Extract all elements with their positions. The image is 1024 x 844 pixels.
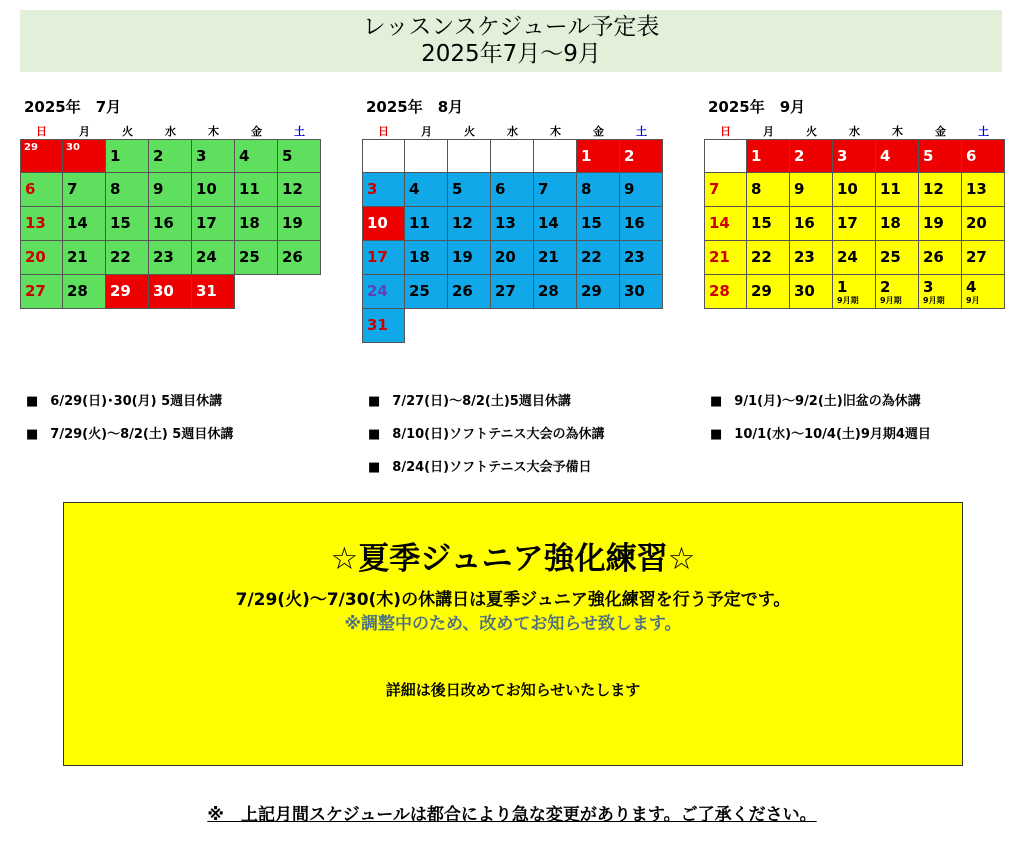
day-cell [149,275,192,309]
summer-training-box [63,502,963,766]
day-number: 8 [751,180,762,198]
day-number: 12 [282,180,303,198]
promo-details-note: 詳細は後日改めてお知らせいたします [385,681,641,699]
day-cell [577,275,620,309]
promo-adjusting-note: ※調整中のため、改めてお知らせ致します。 [344,614,682,634]
day-number: 1 [837,278,848,296]
weekday-label: 木 [208,125,219,138]
square-bullet-icon: ■ [368,394,381,409]
day-cell [20,241,63,275]
day-number: 25 [880,248,901,266]
day-number: 30 [153,282,174,300]
day-number: 17 [196,214,217,232]
weekday-label: 火 [806,125,817,138]
empty-slot [577,309,620,343]
day-number: 3 [837,147,848,165]
day-cell [362,173,405,207]
note-text: 9/1(月)～9/2(土)旧盆の為休講 [734,394,921,409]
day-cell [919,275,962,309]
day-cell [919,173,962,207]
calendar-grid [362,124,663,343]
day-number: 26 [923,248,944,266]
day-number: 29 [24,142,38,153]
day-cell [278,241,321,275]
blank-day-cell [362,139,405,173]
day-cell [63,275,106,309]
day-number: 28 [538,282,559,300]
week-row [362,139,663,173]
calendar-grid [704,124,1005,309]
day-cell [790,173,833,207]
day-cell [962,241,1005,275]
day-cell [534,173,577,207]
day-number: 1 [110,147,121,165]
day-cell [192,275,235,309]
day-cell [962,173,1005,207]
day-cell [833,173,876,207]
weekday-label: 水 [849,125,860,138]
day-number: 29 [751,282,772,300]
day-number: 28 [709,282,730,300]
weekday-label: 土 [978,125,989,138]
day-number: 24 [837,248,858,266]
day-cell [876,241,919,275]
weekday-label: 木 [550,125,561,138]
day-cell [876,139,919,173]
day-cell [405,207,448,241]
day-number: 17 [367,248,388,266]
day-number: 26 [282,248,303,266]
day-number: 2 [794,147,805,165]
weekday-label: 金 [251,125,262,138]
day-number: 21 [67,248,88,266]
schedule-note [368,390,571,409]
day-number: 20 [25,248,46,266]
term-label: 9月 [966,296,980,305]
day-number: 30 [624,282,645,300]
day-cell [106,207,149,241]
day-cell [577,241,620,275]
day-cell [577,207,620,241]
week-row [704,173,1005,207]
day-number: 18 [239,214,260,232]
day-cell [833,275,876,309]
week-row [704,241,1005,275]
day-number: 14 [67,214,88,232]
day-number: 11 [239,180,260,198]
day-number: 12 [452,214,473,232]
day-cell [192,241,235,275]
day-number: 9 [153,180,164,198]
weekday-header [20,124,321,139]
schedule-note [710,390,921,409]
term-label: 9月期 [880,296,902,305]
page-title: レッスンスケジュール予定表 [362,14,660,40]
day-cell [405,173,448,207]
promo-title: ☆夏季ジュニア強化練習☆ [330,541,696,577]
square-bullet-icon: ■ [368,460,381,475]
day-cell [747,139,790,173]
day-number: 13 [966,180,987,198]
square-bullet-icon: ■ [710,427,723,442]
day-number: 10 [196,180,217,198]
day-number: 23 [153,248,174,266]
day-cell [149,207,192,241]
day-cell [20,275,63,309]
day-number: 4 [239,147,250,165]
blank-day-cell [448,139,491,173]
note-text: 6/29(日)･30(月) 5週目休講 [50,394,223,409]
weekday-label: 金 [935,125,946,138]
weekday-label: 金 [593,125,604,138]
day-number: 21 [709,248,730,266]
day-number: 14 [538,214,559,232]
day-cell [704,241,747,275]
note-text: 8/10(日)ソフトテニス大会の為休講 [392,427,605,442]
day-cell [405,241,448,275]
day-cell [491,275,534,309]
weekday-label: 日 [36,125,47,138]
day-cell [106,139,149,173]
day-number: 7 [538,180,549,198]
week-row [704,275,1005,309]
schedule-note [26,390,222,409]
day-cell [704,173,747,207]
note-text: 10/1(水)～10/4(土)9月期4週目 [734,427,931,442]
day-number: 19 [923,214,944,232]
footer-disclaimer [0,800,1024,825]
day-cell [106,241,149,275]
day-cell [405,275,448,309]
day-number: 2 [624,147,635,165]
weekday-header [362,124,663,139]
empty-slot [448,309,491,343]
day-cell [20,139,63,173]
weekday-label: 火 [122,125,133,138]
term-label: 9月期 [837,296,859,305]
day-cell [620,139,663,173]
day-number: 30 [66,142,80,153]
day-cell [106,173,149,207]
day-cell [876,275,919,309]
day-cell [63,139,106,173]
day-number: 4 [409,180,420,198]
day-number: 15 [110,214,131,232]
schedule-note [26,423,233,442]
day-cell [149,173,192,207]
day-number: 3 [196,147,207,165]
day-number: 12 [923,180,944,198]
square-bullet-icon: ■ [710,394,723,409]
day-cell [63,207,106,241]
day-cell [149,241,192,275]
weekday-label: 土 [294,125,305,138]
day-cell [20,207,63,241]
weekday-label: 水 [165,125,176,138]
week-row [362,207,663,241]
schedule-note [710,423,931,442]
weekday-label: 日 [720,125,731,138]
day-number: 7 [709,180,720,198]
day-cell [448,275,491,309]
footer-text [207,805,816,825]
day-cell [620,173,663,207]
day-number: 4 [966,278,977,296]
day-number: 15 [751,214,772,232]
day-number: 27 [966,248,987,266]
day-number: 28 [67,282,88,300]
footer-message: 上記月間スケジュールは都合により急な変更があります。ご了承ください。 [240,805,817,825]
empty-slot [235,275,278,309]
note-text: 8/24(日)ソフトテニス大会予備日 [392,460,592,475]
day-number: 22 [110,248,131,266]
week-row [20,139,321,173]
weekday-label: 木 [892,125,903,138]
day-cell [833,139,876,173]
day-number: 31 [196,282,217,300]
day-number: 27 [25,282,46,300]
day-number: 18 [880,214,901,232]
empty-slot [278,275,321,309]
schedule-note [368,423,605,442]
day-number: 16 [624,214,645,232]
term-label: 9月期 [923,296,945,305]
week-row [704,207,1005,241]
week-row [362,309,663,343]
day-cell [833,207,876,241]
day-number: 1 [581,147,592,165]
day-number: 29 [581,282,602,300]
day-cell [704,207,747,241]
empty-slot [491,309,534,343]
week-row [704,139,1005,173]
day-number: 23 [794,248,815,266]
day-number: 5 [923,147,934,165]
day-cell [106,275,149,309]
blank-day-cell [534,139,577,173]
month-title: 2025年 9月 [708,98,806,116]
day-cell [63,241,106,275]
day-cell [491,207,534,241]
day-cell [534,275,577,309]
day-number: 3 [923,278,934,296]
day-number: 20 [495,248,516,266]
day-cell [362,309,405,343]
empty-slot [620,309,663,343]
day-cell [919,139,962,173]
blank-day-cell [405,139,448,173]
day-number: 20 [966,214,987,232]
month-title: 2025年 7月 [24,98,122,116]
day-cell [577,173,620,207]
day-number: 25 [239,248,260,266]
day-number: 5 [452,180,463,198]
day-cell [448,173,491,207]
weekday-label: 月 [421,125,432,138]
day-number: 8 [581,180,592,198]
day-cell [790,275,833,309]
day-number: 27 [495,282,516,300]
day-cell [620,241,663,275]
day-cell [63,173,106,207]
day-cell [362,241,405,275]
day-cell [790,241,833,275]
day-cell [235,207,278,241]
day-cell [278,173,321,207]
square-bullet-icon: ■ [368,427,381,442]
day-cell [620,207,663,241]
weekday-label: 水 [507,125,518,138]
day-number: 3 [367,180,378,198]
day-cell [362,207,405,241]
day-cell [534,207,577,241]
day-cell [491,173,534,207]
week-row [362,275,663,309]
day-number: 23 [624,248,645,266]
day-number: 6 [495,180,506,198]
day-number: 13 [25,214,46,232]
day-cell [790,139,833,173]
day-number: 31 [367,316,388,334]
day-number: 10 [837,180,858,198]
note-text: 7/27(日)～8/2(土)5週目休講 [392,394,571,409]
day-cell [962,139,1005,173]
day-cell [747,173,790,207]
day-number: 7 [67,180,78,198]
week-row [20,207,321,241]
day-number: 9 [794,180,805,198]
day-cell [876,173,919,207]
day-cell [962,275,1005,309]
day-cell [919,241,962,275]
day-number: 11 [880,180,901,198]
day-number: 30 [794,282,815,300]
day-cell [919,207,962,241]
day-cell [704,275,747,309]
empty-slot [405,309,448,343]
day-number: 5 [282,147,293,165]
day-cell [747,275,790,309]
day-number: 19 [452,248,473,266]
week-row [362,241,663,275]
day-cell [20,173,63,207]
day-number: 18 [409,248,430,266]
month-title: 2025年 8月 [366,98,464,116]
day-cell [620,275,663,309]
blank-day-cell [491,139,534,173]
square-bullet-icon: ■ [26,394,39,409]
square-bullet-icon: ■ [26,427,39,442]
day-cell [448,241,491,275]
weekday-header [704,124,1005,139]
empty-slot [534,309,577,343]
day-number: 8 [110,180,121,198]
day-cell [491,241,534,275]
day-cell [962,207,1005,241]
day-cell [278,207,321,241]
day-number: 16 [153,214,174,232]
day-number: 14 [709,214,730,232]
week-row [20,241,321,275]
calendar-grid [20,124,321,309]
day-cell [192,173,235,207]
day-number: 19 [282,214,303,232]
day-cell [833,241,876,275]
day-number: 11 [409,214,430,232]
day-cell [577,139,620,173]
day-number: 15 [581,214,602,232]
weekday-label: 月 [763,125,774,138]
note-text: 7/29(火)～8/2(土) 5週目休講 [50,427,234,442]
day-cell [235,173,278,207]
day-number: 1 [751,147,762,165]
footer-mark: ※ [207,805,224,825]
day-cell [235,139,278,173]
day-cell [278,139,321,173]
week-row [362,173,663,207]
weekday-label: 月 [79,125,90,138]
day-number: 25 [409,282,430,300]
promo-description: 7/29(火)～7/30(木)の休講日は夏季ジュニア強化練習を行う予定です。 [235,590,791,610]
day-cell [790,207,833,241]
day-number: 10 [367,214,388,232]
day-cell [448,207,491,241]
week-row [20,173,321,207]
day-cell [534,241,577,275]
day-number: 9 [624,180,635,198]
schedule-note [368,456,592,475]
day-cell [747,207,790,241]
weekday-label: 土 [636,125,647,138]
day-number: 21 [538,248,559,266]
day-number: 6 [25,180,36,198]
day-number: 24 [367,282,388,300]
day-number: 22 [581,248,602,266]
day-number: 2 [880,278,891,296]
day-number: 13 [495,214,516,232]
day-number: 26 [452,282,473,300]
page-header [20,10,1002,72]
weekday-label: 火 [464,125,475,138]
day-cell [235,241,278,275]
blank-day-cell [704,139,747,173]
day-cell [362,275,405,309]
day-number: 22 [751,248,772,266]
day-number: 4 [880,147,891,165]
day-number: 2 [153,147,164,165]
weekday-label: 日 [378,125,389,138]
day-number: 24 [196,248,217,266]
day-cell [876,207,919,241]
day-cell [192,207,235,241]
day-cell [149,139,192,173]
day-cell [747,241,790,275]
page-subtitle: 2025年7月～9月 [421,41,601,67]
week-row [20,275,321,309]
day-number: 6 [966,147,977,165]
day-number: 17 [837,214,858,232]
day-number: 16 [794,214,815,232]
day-cell [192,139,235,173]
day-number: 29 [110,282,131,300]
